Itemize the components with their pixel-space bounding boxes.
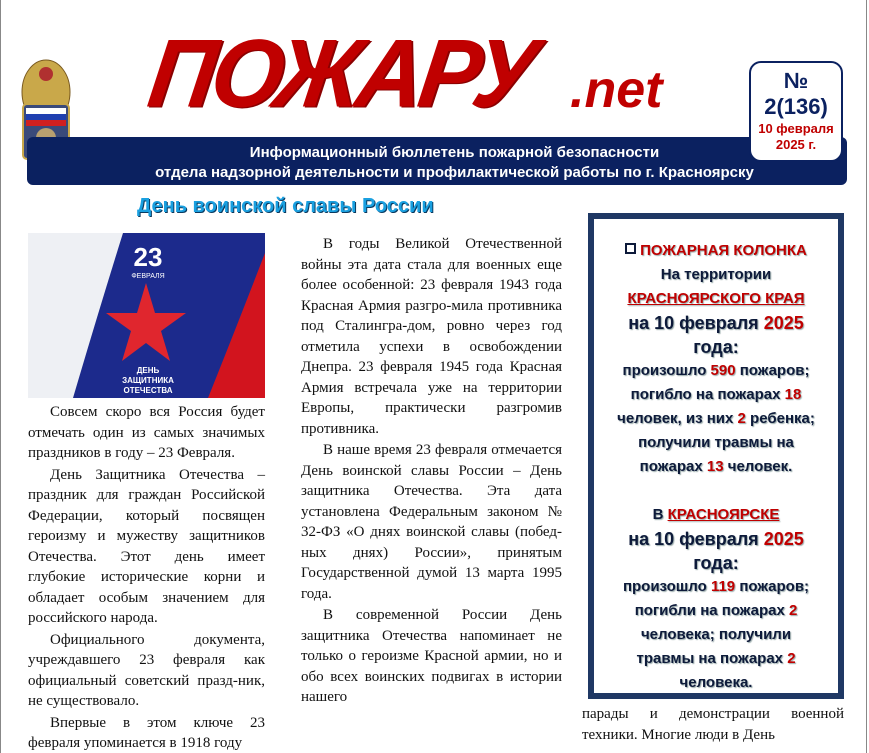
text: пожарах [639, 458, 707, 475]
issue-box [749, 61, 843, 162]
issue-date-day: 10 февраля [758, 121, 834, 136]
region-children-count: 2 [737, 410, 746, 427]
header-band [27, 137, 847, 185]
text: пожаров; [735, 578, 810, 595]
text: человека. [679, 674, 753, 691]
region-date-suffix: года: [693, 337, 739, 357]
paragraph: Впервые в этом ключе 23 февраля упоминается в 1918 году [28, 714, 265, 751]
region-name: КРАСНОЯРСКОГО КРАЯ [627, 290, 805, 307]
text: травмы на пожарах [636, 650, 788, 667]
city-name: КРАСНОЯРСКЕ [667, 506, 780, 523]
article-column-3 [582, 704, 844, 746]
masthead-suffix: .net [570, 61, 663, 119]
issue-number: 2(136) [764, 94, 828, 119]
band-line-2: отдела надзорной деятельности и профилактической работы по г. Красноярску [155, 164, 754, 181]
issue-date-year: 2025 г. [775, 137, 817, 152]
band-line-1: Информационный бюллетень пожарной безопасности [249, 144, 660, 161]
city-injured-count: 2 [787, 650, 796, 667]
image-caption-1: ДЕНЬ [136, 366, 160, 375]
article-title: День воинской славы России [137, 195, 434, 217]
paragraph: В современной России День защитника Отечества напоминает не только о героизме Красной армии, но и обо всех воинских подвигах в истории нашего [301, 607, 562, 705]
paragraph: В годы Великой Отечественной войны эта дата стала для военных еще более особенной: 23 февраля 1943 года Красная Армия разгро-мила противника под Сталингра-дом, ровно через год отметила успехи в освобождении Днепра. 23 февраля 1945 года Красная Армия встречала уже на территории Европы, практически разгромив противника. [301, 236, 562, 437]
fire-column-box [588, 213, 844, 699]
issue-sign: № [783, 68, 809, 93]
paragraph: Официального документа, учреждавшего 23 февраля как официальный советский празд-ник, не существовало. [28, 631, 265, 709]
text: человек, из них [617, 410, 738, 427]
image-month: ФЕВРАЛЯ [131, 273, 165, 280]
paragraph: парады и демонстрации военной техники. Многие люди в День [582, 706, 844, 743]
region-intro: На территории [660, 266, 772, 283]
city-date-suffix: года: [693, 553, 739, 573]
text: произошло [622, 578, 711, 595]
fire-column-heading: ПОЖАРНАЯ КОЛОНКА [640, 242, 807, 259]
image-day: 23 [133, 242, 163, 272]
region-injured-count: 13 [706, 458, 724, 475]
text: пожаров; [735, 362, 810, 379]
text: погибли на пожарах [634, 602, 789, 619]
image-caption-2: ЗАЩИТНИКА [122, 376, 174, 385]
text: получили травмы на [638, 434, 794, 451]
text: В [652, 506, 668, 523]
article-column-2 [301, 234, 562, 709]
article-column-1 [28, 402, 265, 753]
city-fires-count: 119 [710, 578, 736, 595]
defender-day-image [28, 233, 265, 398]
region-deaths-count: 18 [784, 386, 802, 403]
text: человека; получили [640, 626, 792, 643]
text: человек. [723, 458, 793, 475]
region-date: на 10 февраля [628, 313, 764, 333]
city-date: на 10 февраля [628, 529, 764, 549]
checkbox-icon [625, 243, 636, 254]
paragraph: День Защитника Отечества – праздник для граждан Российской Федерации, который посвящен героизму и мужеству защитников Отечества. Этот день имеет глубокие исторические корни и обладает особым значением для российского народа. [28, 466, 265, 626]
text: произошло [622, 362, 711, 379]
paragraph: Совсем скоро вся Россия будет отмечать один из самых значимых праздников в году – 23 Февраля. [28, 404, 265, 461]
region-year: 2025 [763, 313, 804, 333]
paragraph: В наше время 23 февраля отмечается День воинской славы России – День защитника Отечества. Эта дата установлена Федеральным законом № 32-ФЗ «О днях воинской славы (побед-ных днях) России», принятым Государственной думой 13 марта 1995 года. [301, 442, 562, 602]
masthead-logo: ПОЖАРУ [142, 20, 540, 128]
image-caption-3: ОТЕЧЕСТВА [123, 386, 173, 395]
region-fires-count: 590 [710, 362, 736, 379]
text: ребенка; [745, 410, 815, 427]
city-year: 2025 [763, 529, 804, 549]
text: погибло на пожарах [630, 386, 785, 403]
city-deaths-count: 2 [788, 602, 798, 619]
